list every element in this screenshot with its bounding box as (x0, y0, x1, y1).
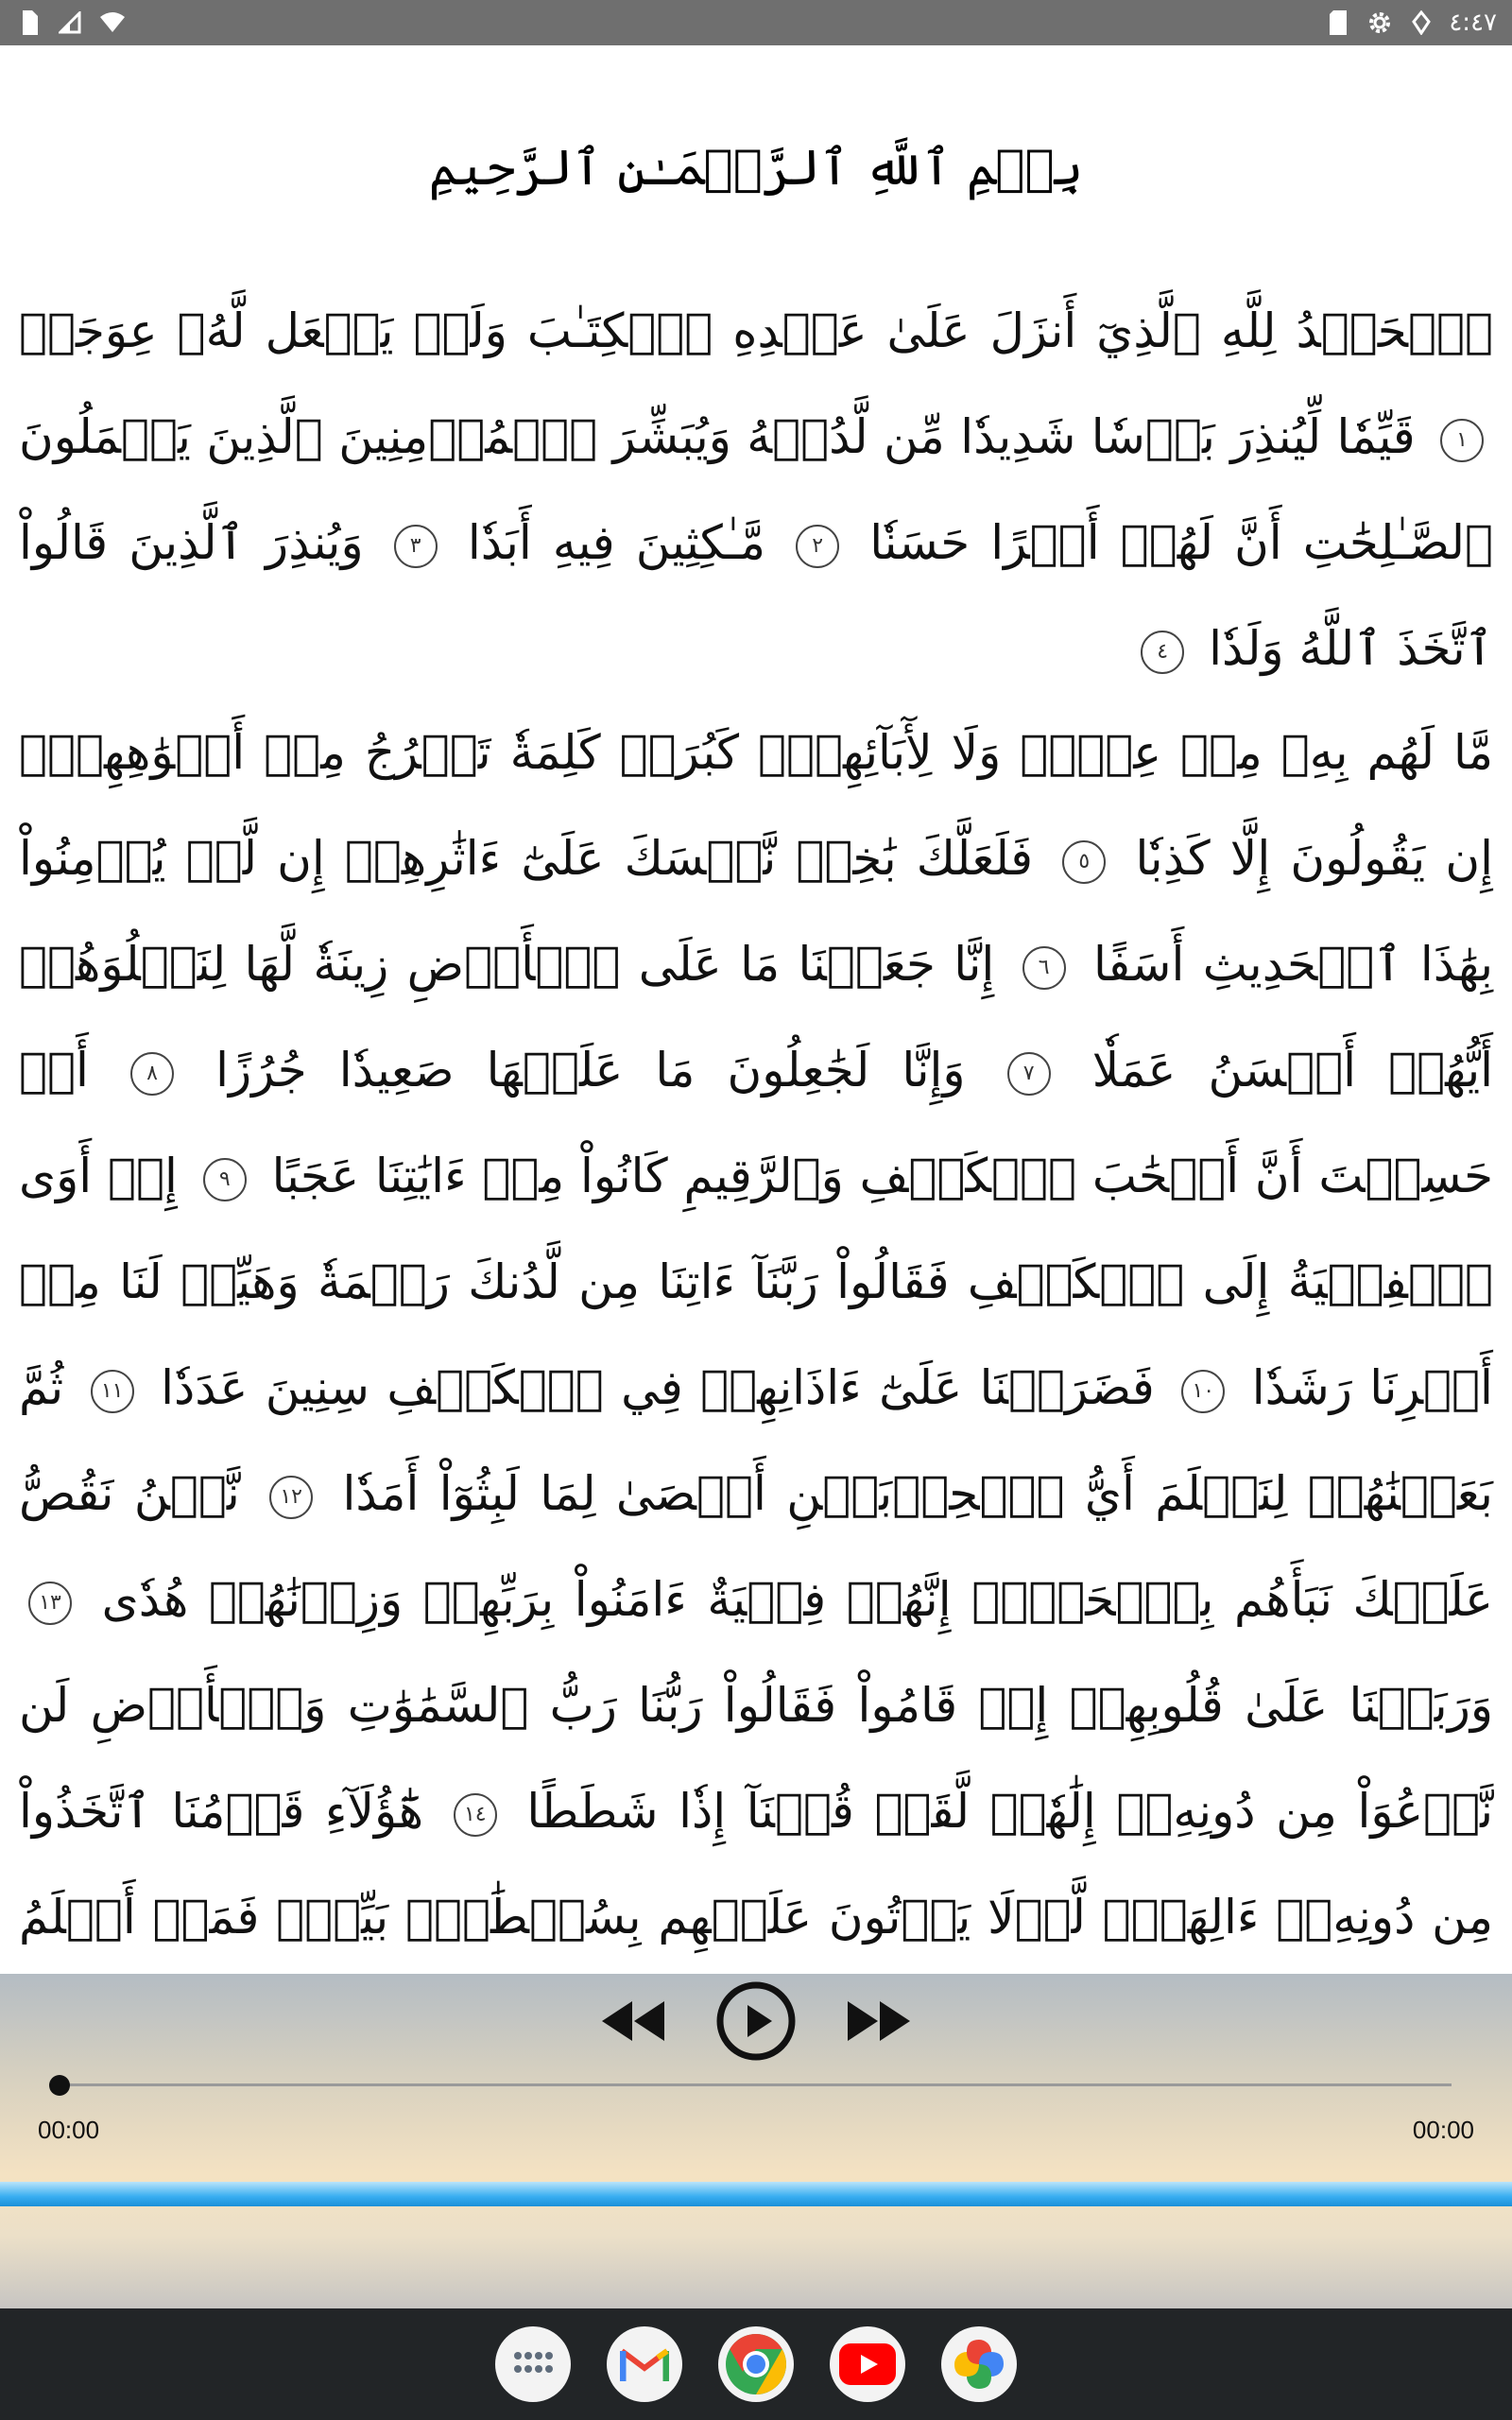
verse-1[interactable]: ٱلۡحَمۡدُ لِلَّهِ ٱلَّذِيٓ أَنزَلَ عَلَىٰ عَبۡدِهِ ٱلۡكِتَـٰبَ وَلَمۡ يَجۡعَل لَّهُۥ عِوَجَاۜ (19, 303, 1493, 358)
verse-9[interactable]: أَمۡ حَسِبۡتَ أَنَّ أَصۡحَٰبَ ٱلۡكَهۡفِ وَٱلرَّقِيمِ كَانُواْ مِنۡ ءَايَٰتِنَا عَجَبًا (19, 1043, 1493, 1203)
ayah-marker-6: ٦ (1022, 946, 1066, 990)
verse-14[interactable]: وَرَبَطۡنَا عَلَىٰ قُلُوبِهِمۡ إِذۡ قَامُواْ فَقَالُواْ رَبُّنَا رَبُّ ٱلسَّمَٰوَٰتِ وَٱلۡأَرۡضِ لَن نَّدۡعُوَاْ مِن دُونِهِۦٓ إِلَٰهٗاۖ لَّقَدۡ قُلۡنَآ إِذٗا شَطَطًا (19, 1678, 1493, 1839)
verse-2[interactable]: قَيِّمٗا لِّيُنذِرَ بَأۡسٗا شَدِيدٗا مِّن لَّدُنۡهُ وَيُبَشِّرَ ٱلۡمُؤۡمِنِينَ ٱلَّذِينَ يَعۡمَلُونَ ٱلصَّـٰلِحَٰتِ أَنَّ لَهُمۡ أَجۡرًا حَسَنٗا (19, 409, 1493, 570)
clock: ٤:٤٧ (1449, 9, 1497, 37)
verse-15[interactable]: هَٰٓؤُلَآءِ قَوۡمُنَا ٱتَّخَذُواْ مِن دُونِهِۦٓ ءَالِهَةٗۖ لَّوۡلَا يَأۡتُونَ عَلَيۡهِم بِسُلۡطَٰنِۭ بَيِّنٖۖ فَمَنۡ أَظۡلَمُ (19, 1784, 1493, 1945)
sd-card-icon (1324, 9, 1352, 37)
verse-4[interactable]: وَيُنذِرَ ٱلَّذِينَ قَالُواْ ٱتَّخَذَ ٱللَّهُ وَلَدٗا (19, 515, 1493, 676)
ayah-marker-5: ٥ (1062, 840, 1106, 884)
verse-block-2 (19, 700, 1493, 2076)
youtube-button[interactable] (830, 2326, 905, 2402)
accent-bar (0, 2182, 1512, 2206)
photos-button[interactable] (941, 2326, 1017, 2402)
verse-12[interactable]: ثُمَّ بَعَثۡنَٰهُمۡ لِنَعۡلَمَ أَيُّ ٱلۡحِزۡبَيۡنِ أَحۡصَىٰ لِمَا لَبِثُوٓاْ أَمَدٗا (19, 1360, 1493, 1521)
ayah-marker-3: ٣ (394, 525, 438, 568)
ayah-marker-10: ١٠ (1181, 1370, 1225, 1413)
status-right-group (1324, 9, 1497, 37)
verse-6[interactable]: فَلَعَلَّكَ بَٰخِعٞ نَّفۡسَكَ عَلَىٰٓ ءَاثَٰرِهِمۡ إِن لَّمۡ يُؤۡمِنُواْ بِهَٰذَا ٱلۡحَدِيثِ أَسَفًا (19, 831, 1494, 992)
ayah-marker-14: ١٤ (454, 1793, 497, 1837)
wifi-icon (98, 9, 127, 37)
ayah-marker-8: ٨ (130, 1052, 174, 1096)
player-controls (0, 1974, 1512, 2068)
fast-forward-button[interactable] (846, 1997, 914, 2045)
youtube-icon (839, 2343, 896, 2385)
total-time: 00:00 (1412, 2116, 1474, 2144)
location-icon (1407, 9, 1435, 37)
audio-player (0, 1974, 1512, 2308)
app-drawer-button[interactable] (495, 2326, 571, 2402)
elapsed-time: 00:00 (38, 2116, 100, 2144)
chrome-button[interactable] (718, 2326, 794, 2402)
seek-thumb[interactable] (49, 2075, 70, 2096)
signal-icon (57, 9, 85, 37)
verse-8[interactable]: وَإِنَّا لَجَٰعِلُونَ مَا عَلَيۡهَا صَعِيدٗا جُرُزًا (215, 1043, 966, 1098)
verse-3[interactable]: مَّـٰكِثِينَ فِيهِ أَبَدٗا (467, 515, 766, 570)
ayah-marker-2: ٢ (796, 525, 839, 568)
verse-5[interactable]: مَّا لَهُم بِهِۦ مِنۡ عِلۡمٖ وَلَا لِأٓبَآئِهِمۡۚ كَبُرَتۡ كَلِمَةٗ تَخۡرُجُ مِنۡ أَفۡوَٰهِهِمۡۚ إِن يَقُولُونَ إِلَّا كَذِبٗا (19, 725, 1493, 886)
gmail-button[interactable] (607, 2326, 682, 2402)
ayah-marker-9: ٩ (203, 1158, 247, 1201)
chrome-icon (725, 2333, 787, 2395)
verse-13[interactable]: نَّحۡنُ نَقُصُّ عَلَيۡكَ نَبَأَهُم بِٱلۡحَقِّۚ إِنَّهُمۡ فِتۡيَةٌ ءَامَنُواْ بِرَبِّهِمۡ وَزِدۡنَٰهُمۡ هُدٗى (19, 1466, 1493, 1627)
quran-reader[interactable] (0, 45, 1512, 1974)
ayah-marker-12: ١٢ (269, 1476, 313, 1519)
gmail-icon (620, 2345, 669, 2383)
ayah-marker-1: ١ (1440, 419, 1484, 462)
rewind-icon (598, 1997, 666, 2045)
status-left-group (15, 9, 127, 37)
seek-bar[interactable] (59, 2083, 1452, 2086)
ayah-marker-11: ١١ (91, 1370, 134, 1413)
fast-forward-icon (846, 1997, 914, 2045)
basmala: بِسۡمِ ٱللَّهِ ٱلرَّحۡمَـٰنِ ٱلرَّحِيمِ (428, 140, 1084, 197)
verse-block-1 (19, 278, 1493, 701)
dock (0, 2308, 1512, 2420)
ayah-marker-4: ٤ (1141, 631, 1184, 674)
photos-icon (952, 2337, 1006, 2392)
play-button[interactable] (715, 1980, 797, 2062)
status-bar (0, 0, 1512, 45)
rewind-button[interactable] (598, 1997, 666, 2045)
verse-11[interactable]: فَضَرَبۡنَا عَلَىٰٓ ءَاذَانِهِمۡ فِي ٱلۡكَهۡفِ سِنِينَ عَدَدٗا (161, 1360, 1155, 1415)
settings-icon (1366, 9, 1394, 37)
verse-7[interactable]: إِنَّا جَعَلۡنَا مَا عَلَى ٱلۡأَرۡضِ زِينَةٗ لَّهَا لِنَبۡلُوَهُمۡ أَيُّهُمۡ أَحۡسَنُ عَمَلٗا (19, 937, 1493, 1098)
ayah-marker-7: ٧ (1007, 1052, 1051, 1096)
app-drawer-icon (512, 2350, 554, 2378)
sim-card-icon (15, 9, 43, 37)
ayah-marker-13: ١٣ (28, 1582, 72, 1625)
play-icon (715, 1980, 797, 2062)
verse-10[interactable]: إِذۡ أَوَى ٱلۡفِتۡيَةُ إِلَى ٱلۡكَهۡفِ فَقَالُواْ رَبَّنَآ ءَاتِنَا مِن لَّدُنكَ رَحۡمَةٗ وَهَيِّئۡ لَنَا مِنۡ أَمۡرِنَا رَشَدٗا (19, 1149, 1493, 1415)
